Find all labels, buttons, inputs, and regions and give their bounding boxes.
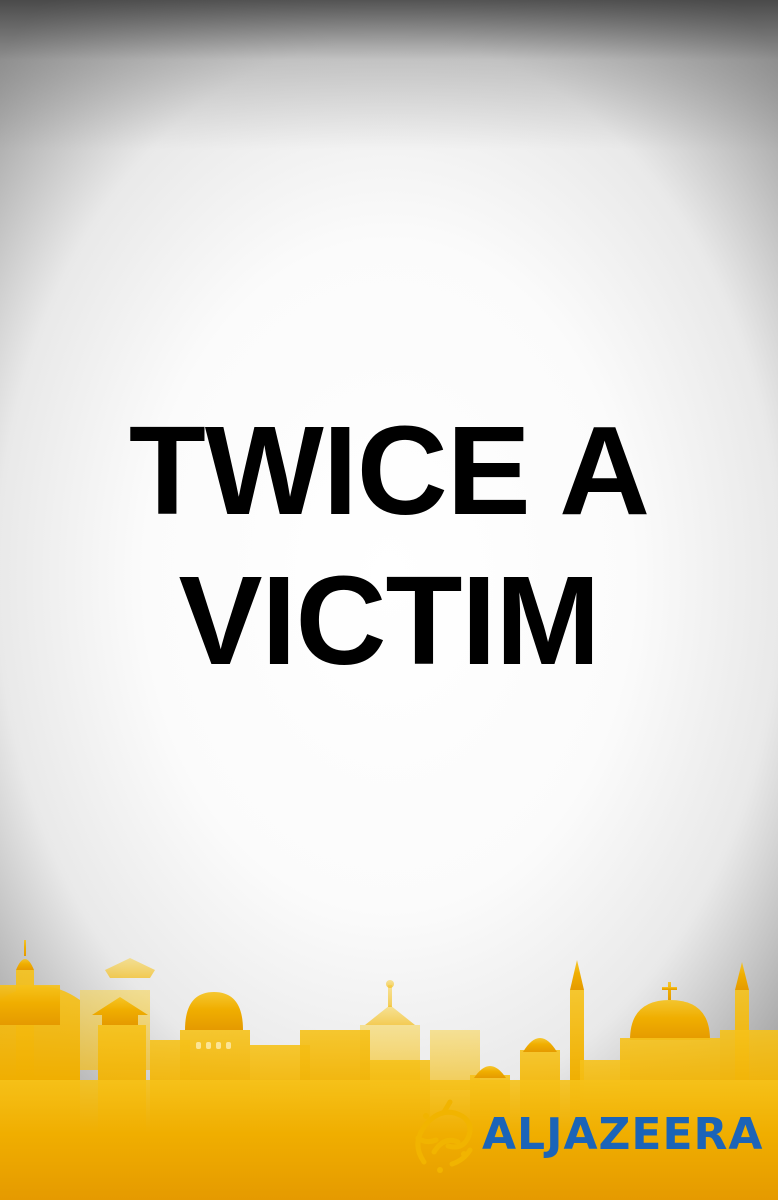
title-line-1: TWICE A	[128, 400, 650, 541]
al-jazeera-logo	[404, 1092, 764, 1178]
top-vignette	[0, 0, 778, 150]
title-line-2: VICTIM	[178, 550, 600, 691]
logo-wordmark: ALJAZEERA	[482, 1109, 764, 1160]
al-jazeera-calligraphy-mark	[404, 1092, 488, 1178]
poster-title	[0, 396, 778, 696]
